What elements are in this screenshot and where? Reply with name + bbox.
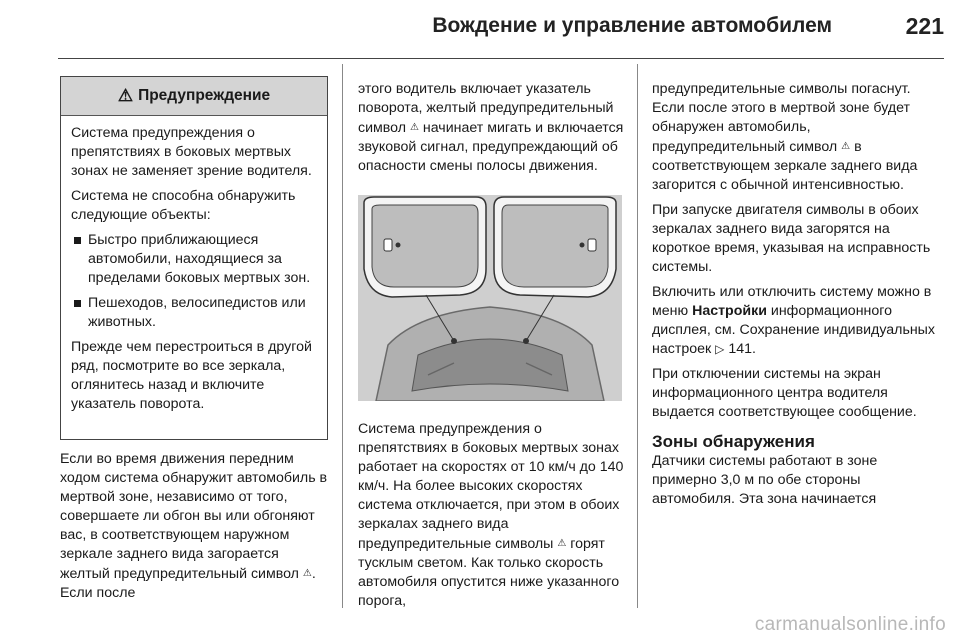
body-paragraph: При запуске двигателя символы в обоих зеркалах заднего вида загорятся на короткое время, указывая на исправность системы. [652, 202, 931, 275]
right-mirror-symbol-icon [588, 239, 596, 251]
blind-spot-symbol-icon: ⚠ [841, 141, 851, 152]
body-paragraph: Датчики системы работают в зоне примерно 3,0 м по обе стороны автомобиля. Эта зона начинается [652, 453, 878, 507]
page-number: 221 [905, 13, 944, 39]
right-mirror-symbol-dot [580, 243, 585, 248]
column-divider [342, 64, 343, 608]
warning-bullet: Пешеходов, велосипедистов или животных. [71, 294, 317, 332]
menu-name-settings: Настройки [692, 303, 767, 319]
body-paragraph: Если во время движения передним ходом система обнаружит автомобиль в мертвой зоне, независимо от того, совершаете ли обгон вы или обгоняют вас, в соответствующем наружном зеркале заднего вида загорается желтый предупредительный символ ⚠. Если после [60, 451, 328, 601]
left-mirror-symbol-dot [396, 243, 401, 248]
column-1-text [60, 450, 328, 609]
column-2-bottom-text [358, 420, 628, 617]
body-paragraph: Включить или отключить систему можно в меню Настройки информационного дисплея, см. Сохранение индивидуальных настроек ▷ 141. [652, 284, 935, 357]
body-paragraph: предупредительные символы погаснут. Если после этого в мертвой зоне будет обнаружен автомобиль, предупредительный символ ⚠ в соответствующем зеркале заднего вида загорится с обычной интенсивностью. [652, 81, 918, 193]
warning-bullet: Быстро приближающиеся автомобили, находящиеся за пределами боковых мертвых зон. [71, 231, 317, 288]
body-paragraph: Система предупреждения о препятствиях в боковых мертвых зонах работает на скоростях от 10 км/ч до 140 км/ч. На более высоких скоростях система отключается, при этом в обоих зеркалах заднего вида предупредительные символы ⚠ горят тусклым светом. Как только скорость автомобиля опустится ниже указанного порога, [358, 421, 624, 609]
watermark: carmanualsonline.info [754, 614, 946, 635]
left-callout-point [451, 338, 457, 344]
running-header: Вождение и управление автомобилем [432, 14, 832, 37]
page-reference-icon: ▷ [715, 342, 725, 356]
blind-spot-symbol-icon: ⚠ [557, 538, 567, 549]
warning-header [61, 77, 327, 116]
column-3-text [652, 80, 942, 515]
body-paragraph: этого водитель включает указатель поворота, желтый предупредительный символ ⚠ начинает мигать и включается звуковой сигнал, предупреждающий об опасности смены полосы движения. [358, 81, 624, 174]
warning-title: Предупреждение [138, 87, 271, 104]
warning-paragraph: Система не способна обнаружить следующие объекты: [71, 188, 296, 223]
warning-box [60, 76, 328, 440]
warning-paragraph: Прежде чем перестроиться в другой ряд, посмотрите во все зеркала, оглянитесь назад и включите указатель поворота. [71, 339, 312, 412]
column-divider [637, 64, 638, 608]
section-heading: Зоны обнаружения [652, 432, 815, 451]
blind-spot-symbol-icon: ⚠ [302, 568, 312, 579]
warning-paragraph: Система предупреждения о препятствиях в боковых мертвых зонах не заменяет зрение водителя. [71, 125, 312, 179]
body-paragraph: При отключении системы на экран информационного центра водителя выдается соответствующее сообщение. [652, 366, 917, 420]
warning-triangle-icon: ⚠ [117, 86, 134, 105]
left-mirror-symbol-icon [384, 239, 392, 251]
blind-spot-symbol-icon: ⚠ [409, 122, 419, 133]
mirror-illustration [358, 195, 622, 401]
right-callout-point [523, 338, 529, 344]
header-rule [58, 58, 944, 59]
column-2-top-text [358, 80, 626, 182]
